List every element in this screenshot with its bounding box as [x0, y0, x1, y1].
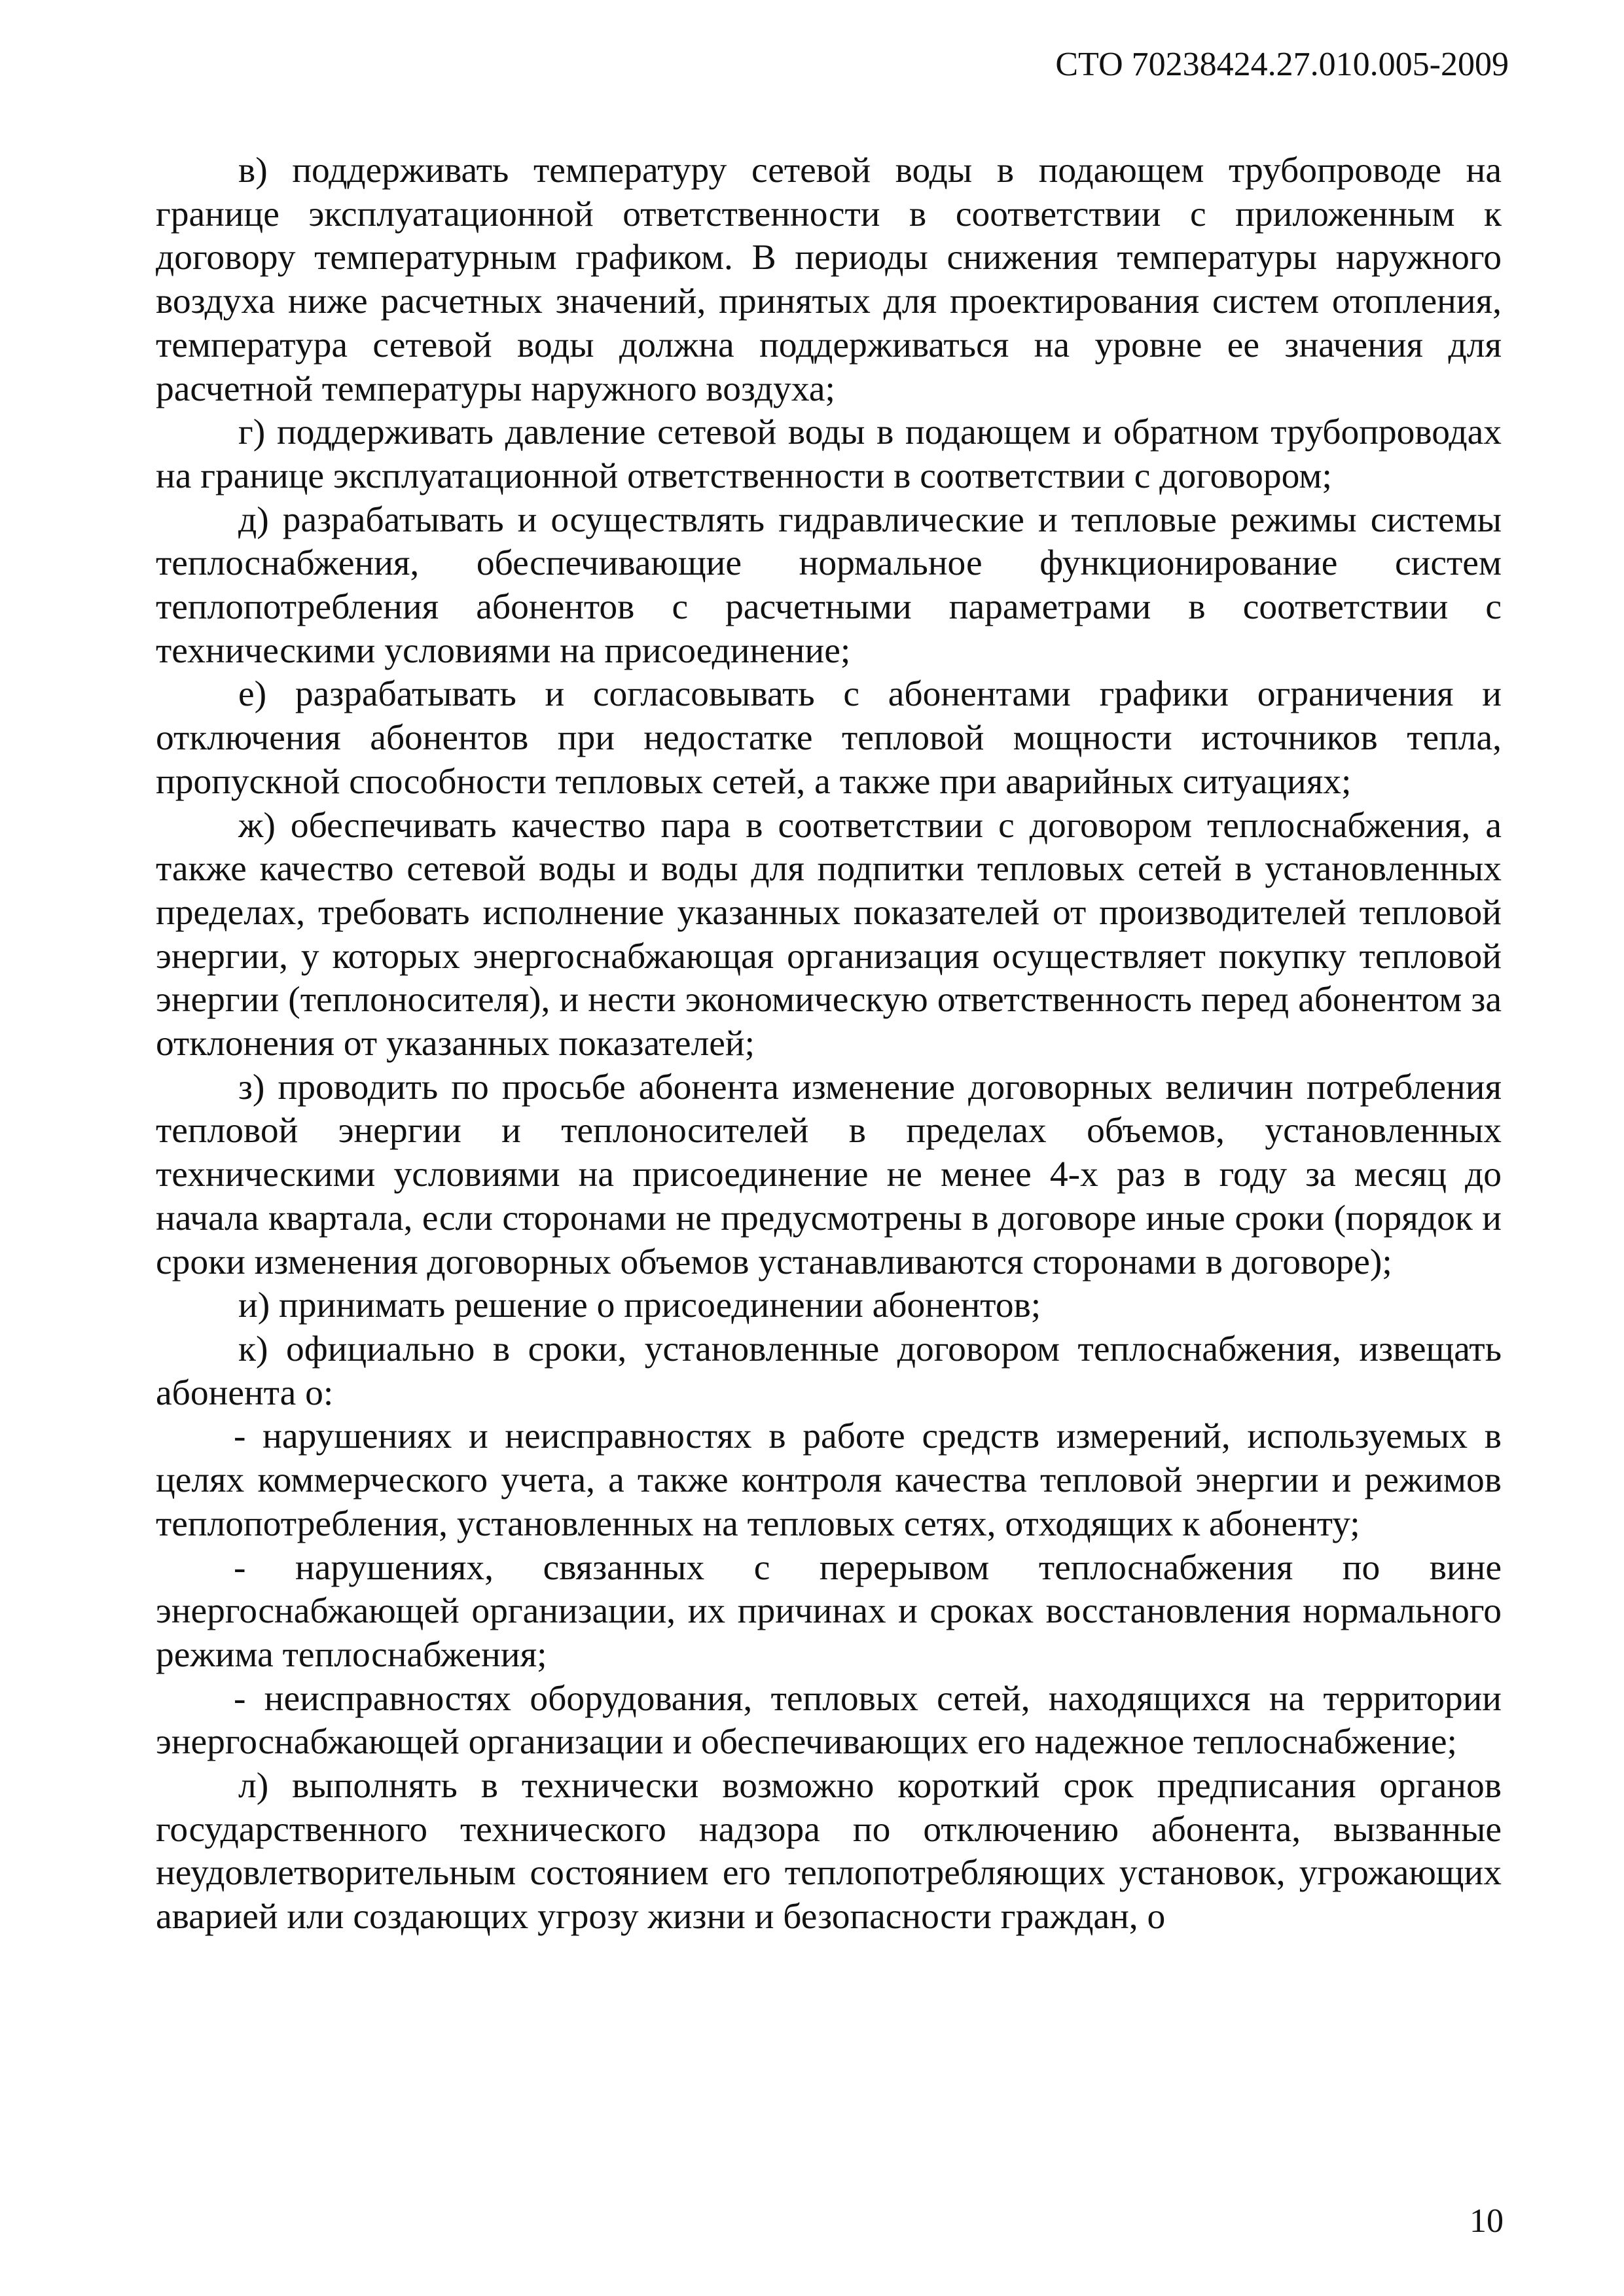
list-item: - нарушениях и неисправностях в работе средств измерений, используемых в целях коммерческого учета, а также контроля качества тепловой энергии и режимов теплопотребления, установленных на тепловых сетях, отходящих к абоненту;: [156, 1416, 1502, 1544]
list-item: - неисправностях оборудования, тепловых сетей, находящихся на территории энергоснабжающей организации и обеспечивающих его надежное теплоснабжение;: [156, 1678, 1502, 1763]
paragraph-z: з) проводить по просьбе абонента изменение договорных величин потребления тепловой энергии и теплоносителей в пределах объемов, установленных техническими условиями на присоединение не менее 4-х раз в году за месяц до начала квартала, если сторонами не предусмотрены в договоре иные сроки (порядок и сроки изменения договорных объемов устанавливаются сторонами в договоре);: [156, 1067, 1502, 1282]
paragraph-i: и) принимать решение о присоединении абонентов;: [238, 1285, 1041, 1326]
paragraph-k: к) официально в сроки, установленные договором теплоснабжения, извещать абонента о:: [156, 1329, 1502, 1413]
list-item: - нарушениях, связанных с перерывом теплоснабжения по вине энергоснабжающей организации, их причинах и сроках восстановления нормального режима теплоснабжения;: [156, 1547, 1502, 1675]
document-body: [156, 149, 1502, 1939]
paragraph-v: в) поддерживать температуру сетевой воды в подающем трубопроводе на границе эксплуатационной ответственности в соответствии с приложенным к договору температурным графиком. В периоды снижения температуры наружного воздуха ниже расчетных значений, принятых для проектирования систем отопления, температура сетевой воды должна поддерживаться на уровне ее значения для расчетной температуры наружного воздуха;: [156, 151, 1502, 409]
paragraph-l: л) выполнять в технически возможно короткий срок предписания органов государственного технического надзора по отключению абонента, вызванные неудовлетворительным состоянием его теплопотребляющих установок, угрожающих аварией или создающих угрозу жизни и безопасности граждан, о: [156, 1766, 1502, 1937]
paragraph-g: г) поддерживать давление сетевой воды в подающем и обратном трубопроводах на границе эксплуатационной ответственности в соответствии с договором;: [156, 412, 1502, 496]
paragraph-e: е) разрабатывать и согласовывать с абонентами графики ограничения и отключения абонентов при недостатке тепловой мощности источников тепла, пропускной способности тепловых сетей, а также при аварийных ситуациях;: [156, 674, 1502, 802]
paragraph-zh: ж) обеспечивать качество пара в соответствии с договором теплоснабжения, а также качество сетевой воды и воды для подпитки тепловых сетей в установленных пределах, требовать исполнение указанных показателей от производителей тепловой энергии, у которых энергоснабжающая организация осуществляет покупку тепловой энергии (теплоносителя), и нести экономическую ответственность перед абонентом за отклонения от указанных показателей;: [156, 805, 1502, 1064]
page-number: 10: [1470, 2202, 1504, 2240]
document-code-header: СТО 70238424.27.010.005-2009: [1055, 46, 1509, 83]
paragraph-d: д) разрабатывать и осуществлять гидравлические и тепловые режимы системы теплоснабжения, обеспечивающие нормальное функционирование систем теплопотребления абонентов с расчетными параметрами в соответствии с техническими условиями на присоединение;: [156, 499, 1502, 671]
